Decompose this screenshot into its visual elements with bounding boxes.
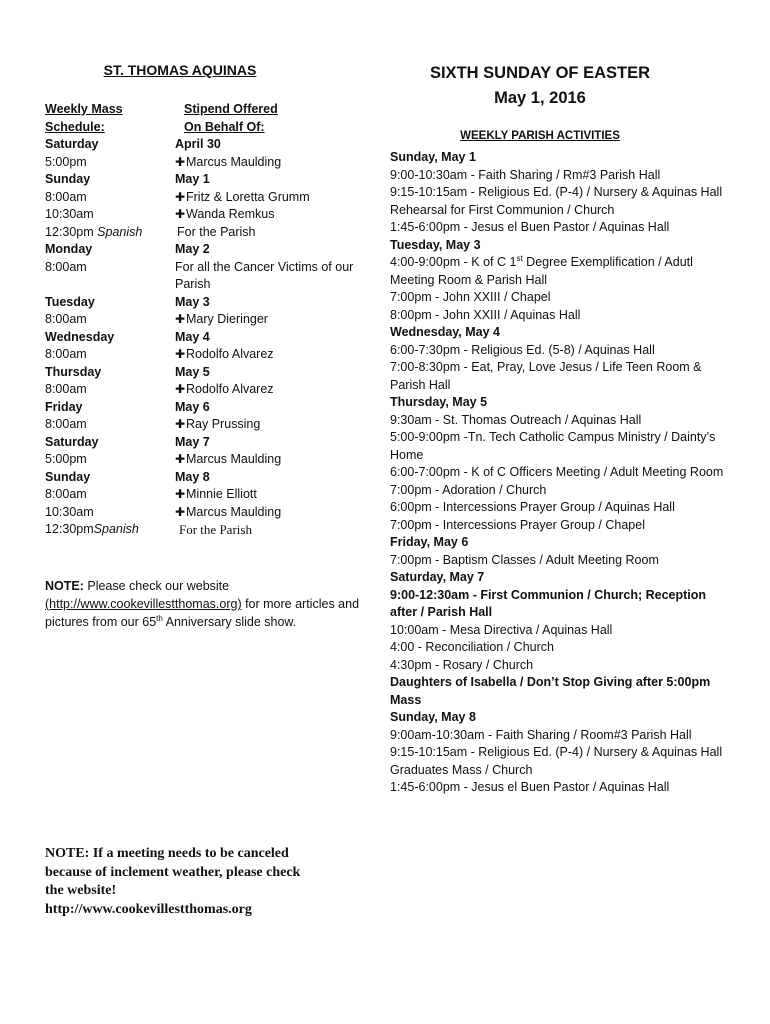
note-text: Please check our website [83, 579, 230, 593]
schedule-time [45, 189, 175, 207]
activity-item [390, 412, 735, 430]
header-line: Schedule: [45, 119, 105, 134]
schedule-day-row [45, 329, 365, 347]
schedule-intention [175, 206, 361, 224]
activity-text: 9:00-10:30am - Faith Sharing / Rm#3 Parish Hall [390, 167, 661, 182]
schedule-time-text: Thursday [45, 364, 102, 379]
schedule-row [45, 311, 365, 329]
header-line: Stipend Offered [184, 102, 278, 116]
schedule-time-text: Sunday [45, 172, 91, 186]
schedule-intention-text: May 4 [175, 329, 210, 344]
activities-list [390, 149, 735, 797]
schedule-time [45, 381, 175, 399]
stipend-header [177, 101, 297, 136]
schedule-intention [175, 416, 361, 434]
activity-item [390, 552, 735, 570]
bulletin-date: May 1, 2016 [494, 89, 586, 107]
schedule-time [45, 416, 175, 434]
schedule-language: Spanish [93, 522, 139, 536]
schedule-intention-text: For the Parish [177, 224, 256, 239]
schedule-intention-text: May 5 [175, 364, 210, 379]
weather-note-line: because of inclement weather, please check [45, 864, 301, 880]
schedule-time [45, 451, 175, 469]
schedule-time [45, 224, 175, 242]
schedule-day-row [45, 241, 365, 259]
schedule-intention [175, 171, 361, 189]
bulletin-title [390, 61, 690, 111]
activity-text: 7:00pm - Adoration / Church [390, 482, 547, 497]
schedule-intention-text: Marcus Maulding [186, 154, 282, 169]
schedule-day-row [45, 434, 365, 452]
activity-text: Friday, May 6 [390, 535, 469, 549]
schedule-intention [175, 276, 361, 294]
schedule-row [45, 504, 365, 522]
activity-day-heading [390, 149, 735, 167]
schedule-time-text: Friday [45, 399, 83, 414]
schedule-day-row [45, 294, 365, 312]
activity-text: 9:00-12:30am - First Communion / Church; Reception after / Parish Hall [390, 587, 710, 619]
schedule-day-row [45, 399, 365, 417]
schedule-time [45, 171, 175, 189]
schedule-time [45, 329, 175, 347]
activity-item [390, 464, 735, 482]
schedule-intention [175, 434, 361, 452]
activity-text: 6:00-7:30pm - Religious Ed. (5-8) / Aquinas Hall [390, 342, 655, 357]
schedule-time-text: 8:00am [45, 347, 87, 361]
schedule-intention [175, 451, 361, 469]
schedule-time-text: 8:00am [45, 487, 87, 501]
schedule-intention-text: Rodolfo Alvarez [186, 382, 274, 396]
activity-day-heading [390, 237, 735, 255]
website-note [45, 577, 365, 631]
activity-day-heading [390, 587, 735, 622]
schedule-time-text: 12:30pm [45, 522, 94, 536]
schedule-time [45, 346, 175, 364]
parish-title: ST. THOMAS AQUINAS [103, 62, 257, 78]
schedule-time-text: Saturday [45, 434, 99, 449]
schedule-intention [175, 136, 361, 154]
activity-day-heading [390, 324, 735, 342]
schedule-intention-text: May 1 [175, 172, 210, 186]
schedule-intention [175, 259, 361, 277]
schedule-intention [175, 364, 361, 382]
mass-schedule-header [45, 101, 165, 136]
cross-icon: ✚ [175, 347, 186, 361]
schedule-time [45, 521, 175, 540]
activity-text: Sunday, May 8 [390, 710, 476, 724]
activity-item [390, 307, 735, 325]
schedule-time-text: 8:00am [45, 189, 87, 204]
schedule-day-row [45, 171, 365, 189]
activities-title: WEEKLY PARISH ACTIVITIES [460, 130, 620, 142]
schedule-row [45, 224, 365, 242]
schedule-time [45, 486, 175, 504]
activity-text: Rehearsal for First Communion / Church [390, 202, 615, 217]
activity-text: Sunday, May 1 [390, 150, 476, 164]
activity-text: 4:00-9:00pm - K of C 1 [390, 255, 517, 269]
activity-item [390, 184, 735, 202]
activity-text: 4:30pm - Rosary / Church [390, 657, 534, 672]
cross-icon: ✚ [175, 417, 186, 431]
activity-item [390, 727, 735, 745]
schedule-intention-text: May 3 [175, 294, 210, 309]
schedule-time [45, 364, 175, 382]
activity-text: 7:00-8:30pm - Eat, Pray, Love Jesus / Life Teen Room & Parish Hall [390, 360, 705, 392]
activity-day-heading [390, 394, 735, 412]
activity-item [390, 429, 735, 464]
schedule-intention [175, 504, 361, 522]
schedule-time [45, 206, 175, 224]
activity-text: 9:30am - St. Thomas Outreach / Aquinas Hall [390, 412, 642, 427]
cross-icon: ✚ [175, 207, 186, 221]
schedule-intention [175, 521, 365, 540]
schedule-intention-text: May 8 [175, 469, 210, 484]
cross-icon: ✚ [175, 487, 186, 501]
schedule-intention-text: Wanda Remkus [186, 207, 275, 221]
activity-item [390, 657, 735, 675]
weather-note-url: http://www.cookevillestthomas.org [45, 901, 252, 917]
activity-day-heading [390, 709, 735, 727]
cross-icon: ✚ [175, 189, 186, 204]
schedule-intention-text: Mary Dieringer [186, 312, 268, 326]
bulletin-title-line: SIXTH SUNDAY OF EASTER [429, 64, 651, 82]
schedule-day-row [45, 469, 365, 487]
activity-item [390, 779, 735, 797]
schedule-intention-text: For the Parish [179, 522, 252, 537]
schedule-time [45, 259, 175, 277]
activity-item [390, 359, 735, 394]
schedule-time-text: 8:00am [45, 417, 87, 431]
schedule-intention [175, 469, 361, 487]
activity-text: 9:15-10:15am - Religious Ed. (P-4) / Nursery & Aquinas Hall [390, 185, 723, 199]
activity-item [390, 342, 735, 360]
cross-icon: ✚ [175, 382, 186, 396]
schedule-row [45, 416, 365, 434]
schedule-intention [175, 294, 361, 312]
activity-item [390, 639, 735, 657]
activity-text: 7:00pm - John XXIII / Chapel [390, 290, 551, 304]
activity-day-heading [390, 674, 735, 709]
schedule-intention-text: May 6 [175, 399, 210, 414]
schedule-intention [175, 224, 363, 242]
activity-text: 7:00pm - Intercessions Prayer Group / Chapel [390, 517, 645, 532]
schedule-intention-text: Fritz & Loretta Grumm [186, 189, 310, 204]
activity-text: 10:00am - Mesa Directiva / Aquinas Hall [390, 622, 613, 637]
schedule-time-text: Saturday [45, 137, 99, 151]
cross-icon: ✚ [175, 154, 186, 169]
activity-item [390, 482, 735, 500]
schedule-intention [175, 241, 361, 259]
schedule-time-text: Tuesday [45, 294, 95, 309]
schedule-intention-text: For all the Cancer Victims of our [175, 259, 354, 274]
activity-text: Tuesday, May 3 [390, 237, 481, 252]
weather-note-line: NOTE: If a meeting needs to be canceled [45, 846, 289, 861]
activity-day-heading [390, 534, 735, 552]
schedule-time-text: 12:30pm [45, 224, 94, 239]
schedule-intention-text: Parish [175, 277, 211, 291]
activity-superscript: st [516, 253, 523, 263]
header-line: On Behalf Of: [184, 119, 265, 134]
schedule-time-text: 8:00am [45, 312, 87, 326]
schedule-intention-text: Minnie Elliott [186, 487, 257, 501]
activity-item [390, 744, 735, 762]
activity-item [390, 167, 735, 185]
schedule-time-text: 8:00am [45, 382, 87, 396]
activity-item [390, 622, 735, 640]
schedule-time-text: 8:00am [45, 259, 87, 274]
activity-item [390, 499, 735, 517]
schedule-time [45, 434, 175, 452]
activity-text: 1:45-6:00pm - Jesus el Buen Pastor / Aquinas Hall [390, 780, 670, 794]
note-text: for more articles and pictures from our 65 [45, 597, 360, 629]
activity-text: 9:00am-10:30am - Faith Sharing / Room#3 Parish Hall [390, 727, 692, 742]
schedule-intention [175, 154, 361, 172]
schedule-row [45, 259, 365, 277]
schedule-intention [175, 311, 361, 329]
schedule-time [45, 154, 175, 172]
schedule-time-text: 5:00pm [45, 452, 87, 466]
activity-text: 6:00pm - Intercessions Prayer Group / Aquinas Hall [390, 500, 675, 514]
schedule-intention-text: Ray Prussing [186, 417, 261, 431]
activity-text: 8:00pm - John XXIII / Aquinas Hall [390, 307, 581, 322]
schedule-row [45, 154, 365, 172]
schedule-intention [175, 486, 361, 504]
activity-text: 7:00pm - Baptism Classes / Adult Meeting Room [390, 552, 659, 567]
schedule-row [45, 521, 365, 540]
activity-text: Wednesday, May 4 [390, 325, 500, 339]
activity-text: Thursday, May 5 [390, 395, 488, 409]
schedule-time [45, 311, 175, 329]
schedule-intention-text: Marcus Maulding [186, 504, 282, 519]
activity-text: 4:00 - Reconciliation / Church [390, 640, 554, 654]
schedule-intention-text: May 7 [175, 434, 210, 449]
schedule-intention [175, 346, 361, 364]
schedule-row [45, 206, 365, 224]
schedule-intention [175, 329, 361, 347]
schedule-row [45, 346, 365, 364]
activity-item [390, 219, 735, 237]
activity-text: 5:00-9:00pm -Tn. Tech Catholic Campus Ministry / Dainty’s Home [390, 430, 719, 462]
schedule-time-text: Monday [45, 242, 93, 256]
schedule-row [45, 276, 365, 294]
schedule-time-text: 5:00pm [45, 154, 87, 169]
schedule-intention-text: Marcus Maulding [186, 452, 282, 466]
schedule-time [45, 469, 175, 487]
website-link[interactable]: (http://www.cookevillestthomas.org) [45, 597, 242, 611]
cross-icon: ✚ [175, 504, 186, 519]
schedule-intention [175, 189, 361, 207]
schedule-intention [175, 381, 361, 399]
mass-schedule-table [45, 136, 365, 540]
activity-text: 6:00-7:00pm - K of C Officers Meeting / Adult Meeting Room [390, 465, 724, 479]
cross-icon: ✚ [175, 312, 186, 326]
weather-note-line: the website! [45, 883, 117, 898]
schedule-intention-text: April 30 [175, 137, 221, 151]
activity-item [390, 762, 735, 780]
activity-text: Graduates Mass / Church [390, 762, 533, 777]
note-superscript: th [156, 613, 163, 623]
schedule-row [45, 486, 365, 504]
activity-text: Saturday, May 7 [390, 570, 485, 584]
cross-icon: ✚ [175, 452, 186, 466]
activity-item [390, 517, 735, 535]
activity-item [390, 289, 735, 307]
schedule-intention-text: May 2 [175, 242, 210, 256]
schedule-intention [175, 399, 361, 417]
schedule-row [45, 189, 365, 207]
schedule-time-text: 10:30am [45, 504, 94, 519]
schedule-time [45, 241, 175, 259]
activity-item [390, 202, 735, 220]
schedule-intention-text: Rodolfo Alvarez [186, 347, 274, 361]
schedule-language: Spanish [97, 224, 143, 239]
schedule-time [45, 136, 175, 154]
activity-text: 1:45-6:00pm - Jesus el Buen Pastor / Aquinas Hall [390, 220, 670, 234]
schedule-row [45, 381, 365, 399]
activity-text: Daughters of Isabella / Don’t Stop Giving after 5:00pm Mass [390, 675, 714, 707]
schedule-time [45, 294, 175, 312]
activity-text: Degree Exemplification / Adutl Meeting Room & Parish Hall [390, 255, 697, 287]
schedule-time [45, 399, 175, 417]
activity-item [390, 254, 735, 289]
note-text: Anniversary slide show. [162, 615, 297, 629]
schedule-day-row [45, 364, 365, 382]
schedule-time-text: 10:30am [45, 207, 94, 221]
schedule-day-row [45, 136, 365, 154]
weather-note [45, 845, 345, 919]
activity-day-heading [390, 569, 735, 587]
note-label: NOTE: [45, 579, 84, 593]
schedule-time-text: Wednesday [45, 329, 115, 344]
header-line: Weekly Mass [45, 102, 123, 116]
activity-text: 9:15-10:15am - Religious Ed. (P-4) / Nursery & Aquinas Hall [390, 745, 723, 759]
schedule-time-text: Sunday [45, 469, 91, 484]
schedule-time [45, 276, 175, 294]
schedule-time [45, 504, 175, 522]
schedule-row [45, 451, 365, 469]
